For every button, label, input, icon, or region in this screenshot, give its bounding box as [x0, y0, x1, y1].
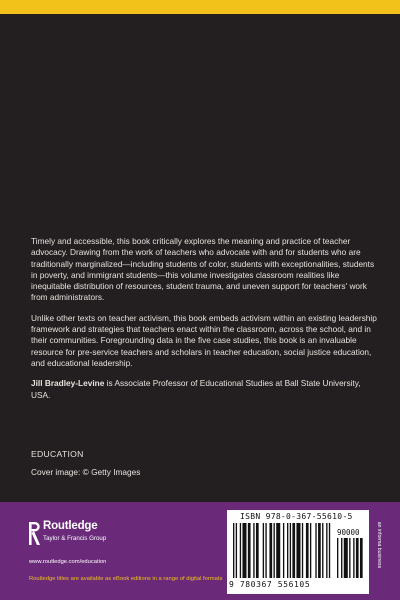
subject-category: EDUCATION	[31, 449, 84, 459]
author-name: Jill Bradley-Levine	[31, 378, 105, 389]
publisher-group: Taylor & Francis Group	[43, 535, 107, 542]
isbn-barcode	[227, 510, 369, 594]
top-color-band	[0, 0, 400, 14]
isbn-label: ISBN 978-0-367-55610-5	[240, 512, 353, 521]
price-code: 90000	[337, 528, 360, 537]
publisher-website[interactable]: www.routledge.com/education	[29, 559, 107, 565]
cover-image-credit: Cover image: © Getty Images	[31, 467, 141, 477]
routledge-r-logo-icon	[29, 522, 40, 545]
publisher-name: Routledge	[43, 520, 98, 532]
book-description	[31, 236, 379, 410]
ebook-availability-note: Routledge titles are available as eBook editions in a range of digital formats	[29, 576, 223, 582]
informa-business-note: an informa business	[376, 521, 382, 569]
author-bio-text: is Associate Professor of Educational Studies at Ball State University, USA.	[31, 378, 361, 400]
description-paragraph-1: Timely and accessible, this book critically explores the meaning and practice of teacher advocacy. Drawing from the work of teachers who advocate with and for students who are traditionally marginalized—including students of color, students with exceptionalities, students in poverty, and immigrant students—this volume investigates classroom realities like inequitable distribution of resources, student trauma, and uneven support for teachers' work from administrators.	[31, 236, 375, 303]
barcode-digits: 9 780367 556105	[229, 580, 311, 589]
description-paragraph-2: Unlike other texts on teacher activism, this book embeds activism within an existing leadership framework and strategies that teachers enact within the classroom, across the school, and in their communities. Foregrounding data in the five case studies, this book is an invaluable resource for pre-service teachers and scholars in teacher education, social justice education, and educational leadership.	[31, 312, 377, 368]
author-bio	[31, 378, 379, 401]
